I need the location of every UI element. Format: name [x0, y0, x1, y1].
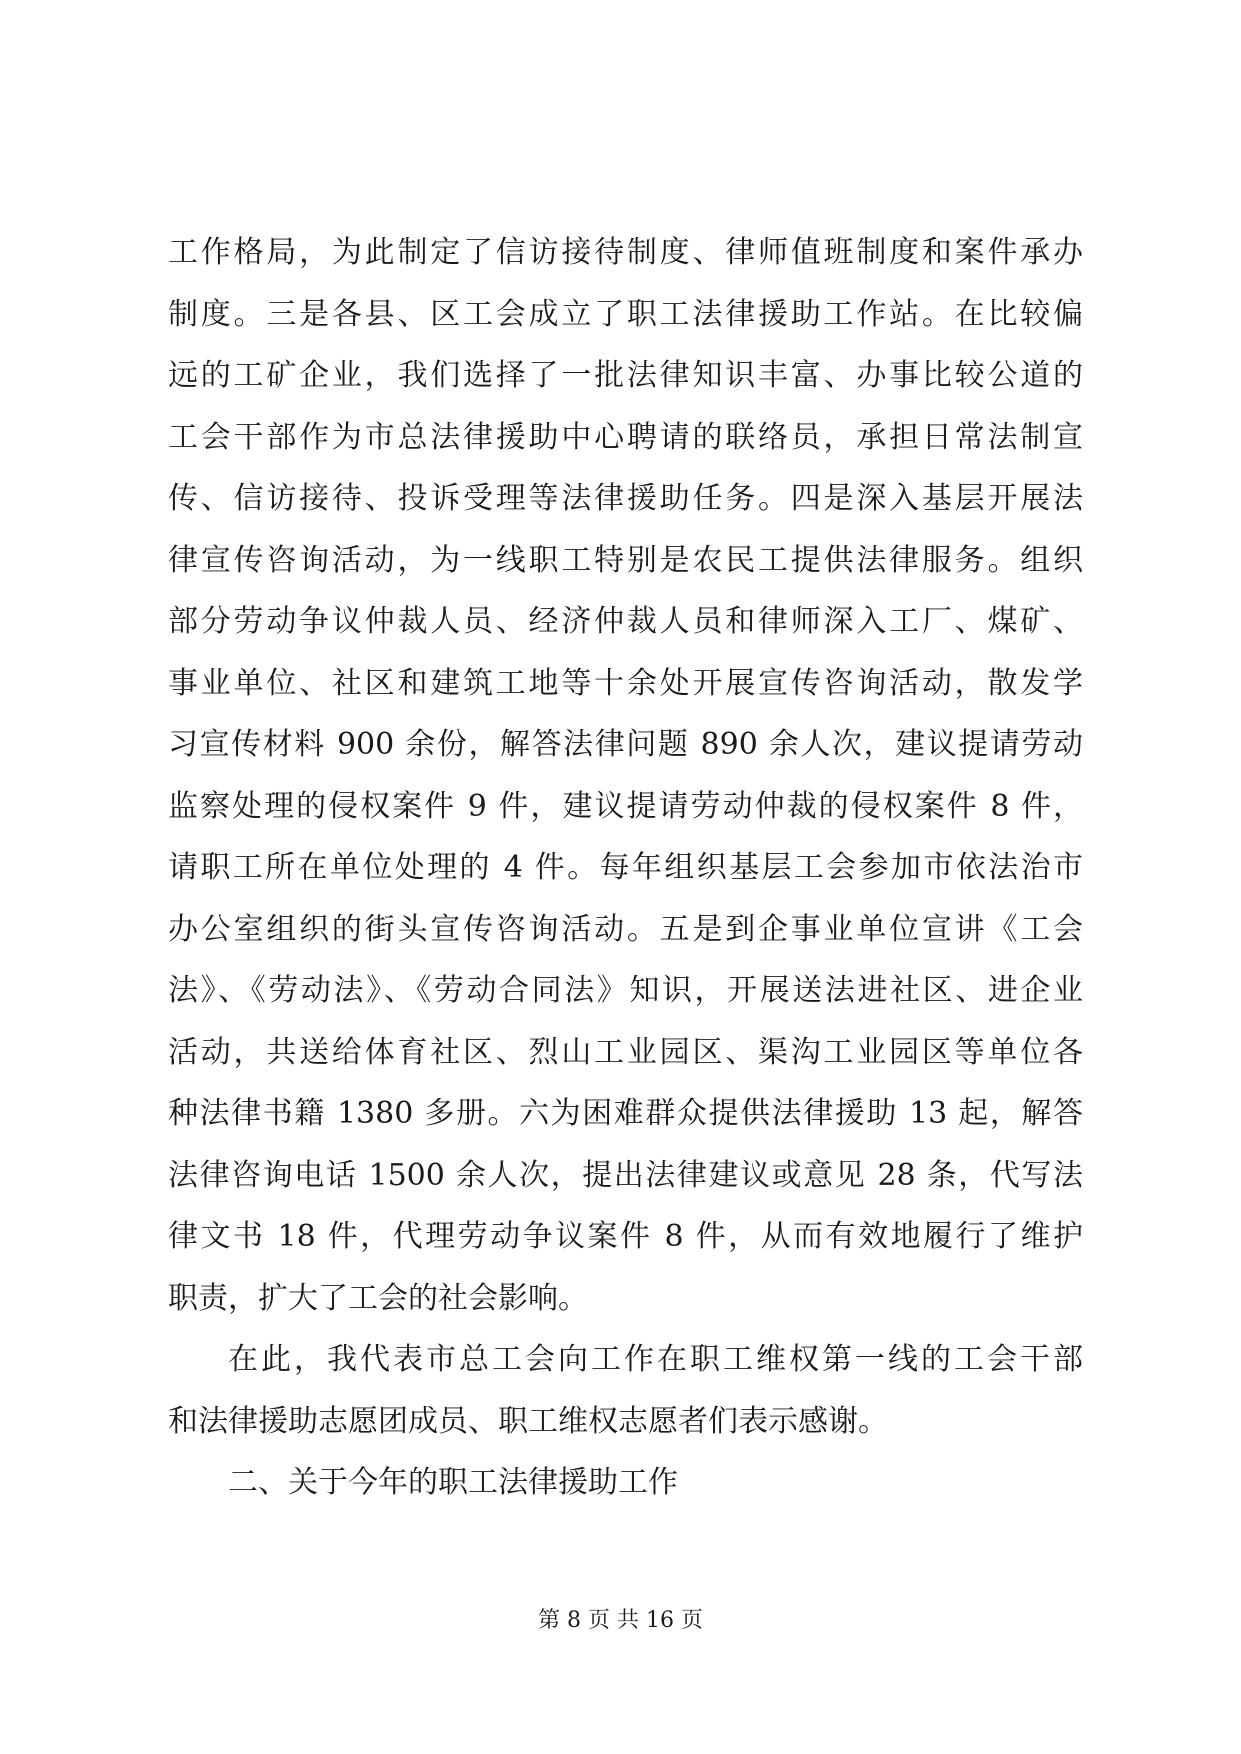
paragraph-end-line: 和法律援助志愿团成员、职工维权志愿者们表示感谢。 [168, 1403, 888, 1439]
text-line: 在此，我代表市总工会向工作在职工维权第一线的工会干部 [228, 1342, 1083, 1377]
text-line: 工作格局，为此制定了信访接待制度、律师值班制度和案件承办 [168, 235, 1083, 270]
text-line: 习宣传材料 900 余份，解答法律问题 890 余人次，建议提请劳动 [168, 727, 1083, 762]
page-footer: 第 8 页 共 16 页 [538, 1608, 703, 1633]
document-body [168, 222, 1083, 1514]
text-line: 律宣传咨询活动，为一线职工特别是农民工提供法律服务。组织 [168, 542, 1083, 578]
text-line: 法律咨询电话 1500 余人次，提出法律建议或意见 28 条，代写法 [168, 1157, 1083, 1193]
text-line: 工会干部作为市总法律援助中心聘请的联络员，承担日常法制宣 [168, 419, 1083, 455]
text-line: 部分劳动争议仲裁人员、经济仲裁人员和律师深入工厂、煤矿、 [168, 604, 1083, 639]
text-line: 种法律书籍 1380 多册。六为困难群众提供法律援助 13 起，解答 [168, 1096, 1083, 1131]
text-line: 事业单位、社区和建筑工地等十余处开展宣传咨询活动，散发学 [168, 665, 1083, 701]
section-heading: 二、关于今年的职工法律援助工作 [228, 1465, 678, 1500]
text-line: 监察处理的侵权案件 9 件，建议提请劳动仲裁的侵权案件 8 件， [168, 788, 1083, 824]
text-line: 活动，共送给体育社区、烈山工业园区、渠沟工业园区等单位各 [168, 1034, 1083, 1070]
text-line: 远的工矿企业，我们选择了一批法律知识丰富、办事比较公道的 [168, 358, 1083, 393]
paragraph-end-line: 职责，扩大了工会的社会影响。 [168, 1280, 588, 1316]
text-line: 办公室组织的街头宣传咨询活动。五是到企事业单位宣讲《工会 [168, 911, 1083, 947]
text-line: 请职工所在单位处理的 4 件。每年组织基层工会参加市依法治市 [168, 850, 1083, 885]
text-line: 法》、《劳动法》、《劳动合同法》知识，开展送法进社区、进企业 [168, 973, 1083, 1008]
text-line: 制度。三是各县、区工会成立了职工法律援助工作站。在比较偏 [168, 296, 1083, 332]
text-line: 传、信访接待、投诉受理等法律援助任务。四是深入基层开展法 [168, 481, 1083, 516]
text-line: 律文书 18 件，代理劳动争议案件 8 件，从而有效地履行了维护 [168, 1219, 1083, 1254]
